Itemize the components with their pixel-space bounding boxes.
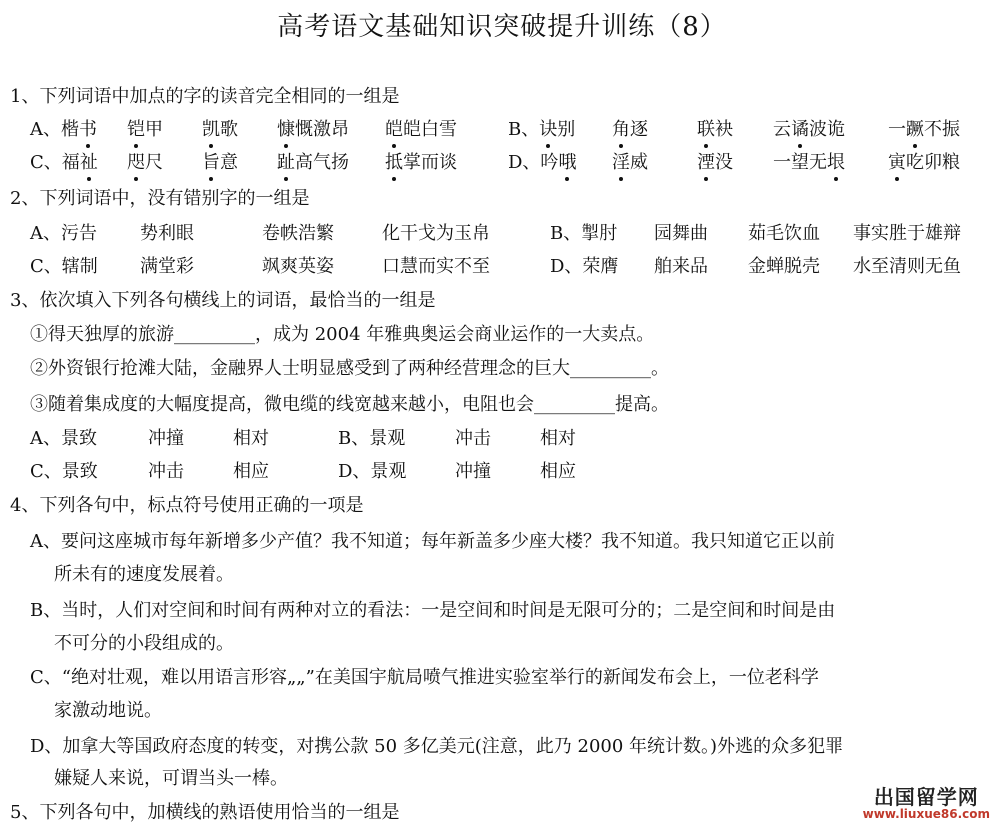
word-option [773, 118, 845, 142]
dotted-character: 慷 [277, 119, 295, 140]
word-option: 相应 [540, 461, 576, 482]
word-option [30, 118, 97, 142]
dotted-character: 诀 [539, 119, 558, 140]
dotted-character: 寅 [888, 152, 906, 173]
question-4-option-d-line-2: 嫌疑人来说，可谓当头一棒。 [54, 768, 288, 789]
word-option: 冲撞 [455, 461, 491, 482]
question-1-options-a-b [30, 118, 990, 144]
word-text: 一 [888, 119, 906, 140]
question-4-option-a-line-1: A、要问这座城市每年新增多少产值？我不知道；每年新盖多少座大楼？我不知道。我只知道它正以前 [30, 531, 835, 552]
dotted-character: 抵 [385, 152, 403, 173]
word-option: 势利眼 [140, 223, 194, 244]
word-option: A、污告 [30, 223, 97, 244]
dotted-character: 淫 [612, 152, 630, 173]
word-text: C、福 [30, 152, 80, 173]
word-option [127, 151, 163, 175]
word-text: 一望无 [773, 152, 827, 173]
watermark-site-url: www.liuxue86.com [862, 807, 990, 822]
word-text: 慨激昂 [295, 119, 349, 140]
word-text: 掌而谈 [403, 152, 457, 173]
dotted-character: 祉 [79, 152, 98, 173]
word-text: 甲 [145, 119, 163, 140]
word-option [385, 151, 457, 175]
question-3-options-c-d [30, 460, 730, 486]
word-option: 舶来品 [654, 256, 708, 277]
question-3-options-a-b [30, 427, 730, 453]
watermark-site-name: 出国留学网 [873, 785, 979, 810]
word-text: 不振 [924, 119, 960, 140]
word-text: 没 [715, 152, 733, 173]
word-option [508, 118, 575, 142]
word-option [508, 151, 576, 175]
word-option: C、辖制 [30, 256, 98, 277]
word-text: 尺 [145, 152, 163, 173]
word-option: B、景观 [338, 428, 406, 449]
word-option: 满堂彩 [140, 256, 194, 277]
word-option [277, 151, 349, 175]
word-option: 水至清则无鱼 [853, 256, 961, 277]
word-option [888, 118, 960, 142]
word-option [30, 151, 98, 175]
word-option [888, 151, 960, 175]
word-text: 皑白雪 [403, 119, 457, 140]
word-text: 歌 [220, 119, 238, 140]
word-option: C、景致 [30, 461, 98, 482]
word-option: D、荣膺 [550, 256, 619, 277]
word-text: 云 [773, 119, 791, 140]
word-option: 金蝉脱壳 [748, 256, 820, 277]
word-option [697, 118, 733, 142]
dotted-character: 角 [612, 119, 630, 140]
question-4-option-d-line-1: D、加拿大等国政府态度的转变，对携公款 50 多亿美元(注意，此乃 2000 年统计数。)外逃的众多犯罪 [30, 736, 844, 757]
question-4-option-b-line-2: 不可分的小段组成的。 [54, 633, 234, 654]
word-option [773, 151, 845, 175]
word-option: 冲击 [455, 428, 491, 449]
word-text: 逐 [630, 119, 648, 140]
question-2-stem: 2、下列词语中，没有错别字的一组是 [10, 188, 310, 209]
question-3-stem: 3、依次填入下列各句横线上的词语，最恰当的一组是 [10, 290, 436, 311]
dotted-character: 皑 [385, 119, 403, 140]
word-option: 化干戈为玉帛 [382, 223, 490, 244]
dotted-character: 凯 [202, 119, 220, 140]
word-text: D、吟 [508, 152, 559, 173]
word-option [127, 118, 163, 142]
word-option: 冲撞 [148, 428, 184, 449]
question-3-sentence-1: ①得天独厚的旅游_________，成为 2004 年雅典奥运会商业运作的一大卖点。 [30, 324, 655, 345]
site-watermark-logo [863, 787, 990, 821]
word-option: 相对 [233, 428, 269, 449]
word-option: 飒爽英姿 [262, 256, 334, 277]
dotted-character: 哦 [558, 152, 577, 173]
word-option [202, 118, 238, 142]
word-option: 茹毛饮血 [748, 223, 820, 244]
word-text: 意 [220, 152, 238, 173]
question-4-option-a-line-2: 所未有的速度发展着。 [54, 564, 234, 585]
dotted-character: 联 [697, 119, 715, 140]
page-title: 高考语文基础知识突破提升训练（8） [277, 12, 727, 42]
word-option: 口慧而实不至 [382, 256, 490, 277]
word-text: 高气扬 [295, 152, 349, 173]
word-option: 卷帙浩繁 [262, 223, 334, 244]
word-option [612, 118, 648, 142]
word-text: 威 [630, 152, 648, 173]
question-4-option-c-line-1: C、“绝对壮观，难以用语言形容„„”在美国宇航局喷气推进实验室举行的新闻发布会上，一位老科学 [30, 667, 819, 688]
dotted-character: 铠 [127, 119, 145, 140]
question-5-stem: 5、下列各句中，加横线的熟语使用恰当的一组是 [10, 802, 400, 823]
question-1-options-c-d [30, 151, 990, 177]
word-option: B、掣肘 [550, 223, 618, 244]
word-option: 相对 [540, 428, 576, 449]
question-2-options-c-d [30, 255, 990, 281]
dotted-character: 湮 [697, 152, 715, 173]
word-option [697, 151, 733, 175]
word-option [277, 118, 349, 142]
dotted-character: 趾 [277, 152, 295, 173]
dotted-character: 谲 [791, 119, 809, 140]
question-4-option-b-line-1: B、当时，人们对空间和时间有两种对立的看法：一是空间和时间是无限可分的；二是空间和时间是由 [30, 600, 836, 621]
dotted-character: 咫 [127, 152, 145, 173]
word-option: 事实胜于雄辩 [853, 223, 961, 244]
question-4-stem: 4、下列各句中，标点符号使用正确的一项是 [10, 495, 364, 516]
question-1-stem: 1、下列词语中加点的字的读音完全相同的一组是 [10, 86, 400, 107]
word-option: D、景观 [338, 461, 407, 482]
question-3-sentence-3: ③随着集成度的大幅度提高，微电缆的线宽越来越小，电阻也会_________提高。 [30, 394, 669, 415]
word-text: A、楷 [30, 119, 79, 140]
word-text: 吃卯粮 [906, 152, 960, 173]
word-option [385, 118, 457, 142]
word-text: 别 [557, 119, 576, 140]
word-option: 园舞曲 [654, 223, 708, 244]
dotted-character: 书 [79, 119, 97, 140]
question-3-sentence-2: ②外资银行抢滩大陆，金融界人士明显感受到了两种经营理念的巨大_________。 [30, 358, 669, 379]
word-text: 袂 [715, 119, 733, 140]
word-option [612, 151, 648, 175]
word-option: 相应 [233, 461, 269, 482]
question-2-options-a-b [30, 222, 990, 248]
dotted-character: 旨 [202, 152, 220, 173]
dotted-character: 垠 [827, 152, 845, 173]
question-4-option-c-line-2: 家激动地说。 [54, 700, 162, 721]
dotted-character: 蹶 [906, 119, 924, 140]
word-option: 冲击 [148, 461, 184, 482]
word-option [202, 151, 238, 175]
word-option: A、景致 [30, 428, 97, 449]
word-text: 波诡 [809, 119, 845, 140]
word-text: B、 [508, 119, 540, 140]
